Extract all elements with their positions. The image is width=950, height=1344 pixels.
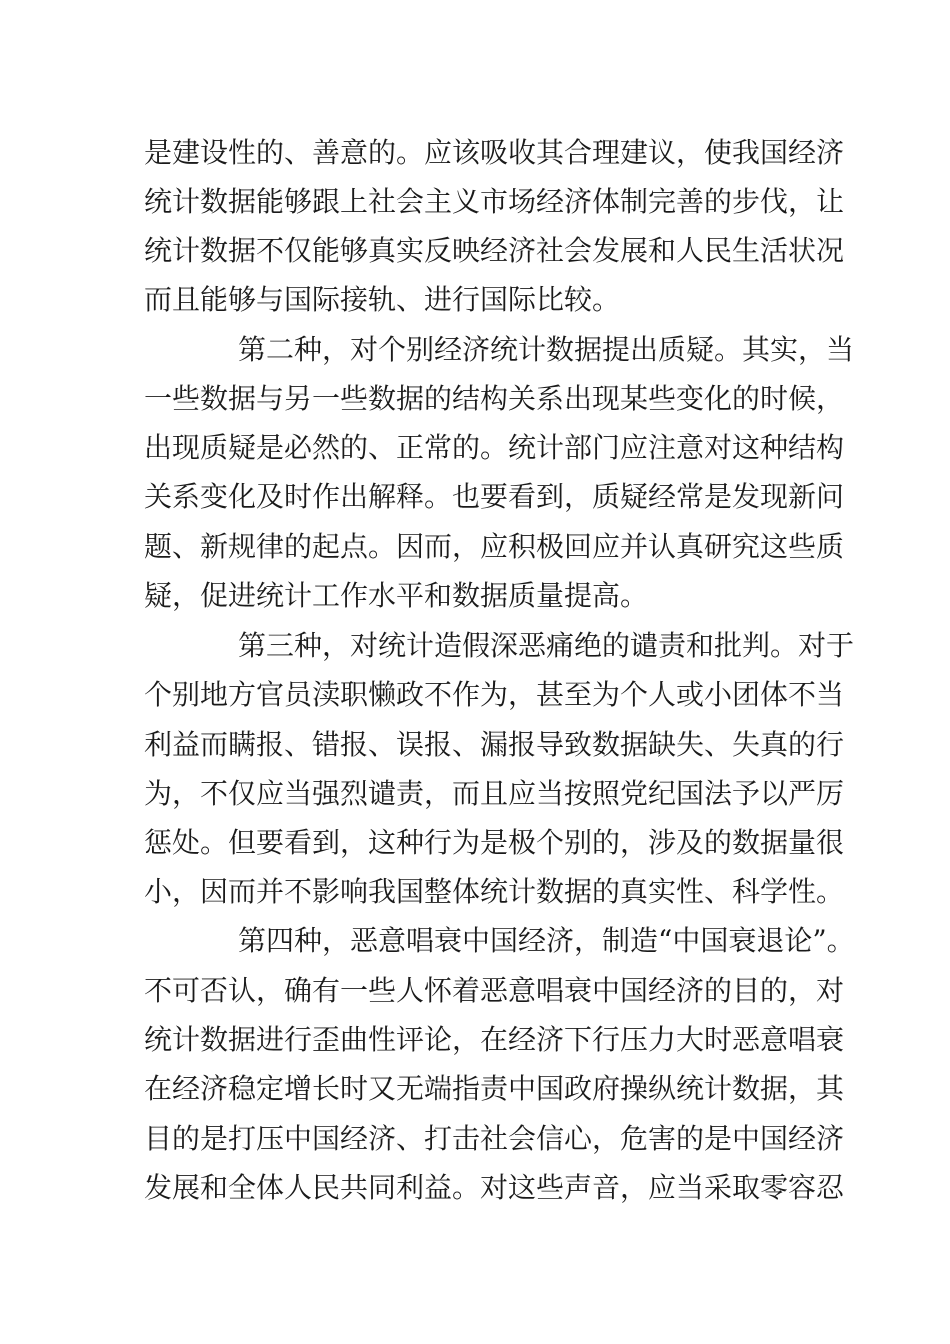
text-line-19: 统计数据进行歪曲性评论，在经济下行压力大时恶意唱衰 <box>144 1023 845 1056</box>
text-line-10: 疑，促进统计工作水平和数据质量提高。 <box>144 579 649 612</box>
text-line-7: 出现质疑是必然的、正常的。统计部门应注意对这种结构 <box>144 431 845 464</box>
text-line-2: 统计数据能够跟上社会主义市场经济体制完善的步伐，让 <box>144 185 845 218</box>
text-line-11: 第三种，对统计造假深恶痛绝的谴责和批判。对于 <box>238 629 855 662</box>
text-line-20: 在经济稳定增长时又无端指责中国政府操纵统计数据，其 <box>144 1072 845 1105</box>
text-line-21: 目的是打压中国经济、打击社会信心，危害的是中国经济 <box>144 1122 845 1155</box>
text-line-13: 利益而瞒报、错报、误报、漏报导致数据缺失、失真的行 <box>144 728 845 761</box>
text-line-14: 为，不仅应当强烈谴责，而且应当按照党纪国法予以严厉 <box>144 777 845 810</box>
text-line-16: 小，因而并不影响我国整体统计数据的真实性、科学性。 <box>144 875 845 908</box>
text-line-8: 关系变化及时作出解释。也要看到，质疑经常是发现新问 <box>144 480 845 513</box>
text-line-5: 第二种，对个别经济统计数据提出质疑。其实，当 <box>238 333 855 366</box>
text-line-15: 惩处。但要看到，这种行为是极个别的，涉及的数据量很 <box>144 826 845 859</box>
text-line-17: 第四种，恶意唱衰中国经济，制造“中国衰退论”。 <box>238 924 855 957</box>
text-line-3: 统计数据不仅能够真实反映经济社会发展和人民生活状况 <box>144 234 845 267</box>
text-line-6: 一些数据与另一些数据的结构关系出现某些变化的时候， <box>144 382 845 415</box>
text-line-9: 题、新规律的起点。因而，应积极回应并认真研究这些质 <box>144 530 845 563</box>
text-line-18: 不可否认，确有一些人怀着恶意唱衰中国经济的目的，对 <box>144 974 845 1007</box>
text-line-22: 发展和全体人民共同利益。对这些声音，应当采取零容忍 <box>144 1171 845 1204</box>
text-line-12: 个别地方官员渎职懒政不作为，甚至为个人或小团体不当 <box>144 678 845 711</box>
text-line-4: 而且能够与国际接轨、进行国际比较。 <box>144 283 621 316</box>
text-line-1: 是建设性的、善意的。应该吸收其合理建议，使我国经济 <box>144 136 845 169</box>
